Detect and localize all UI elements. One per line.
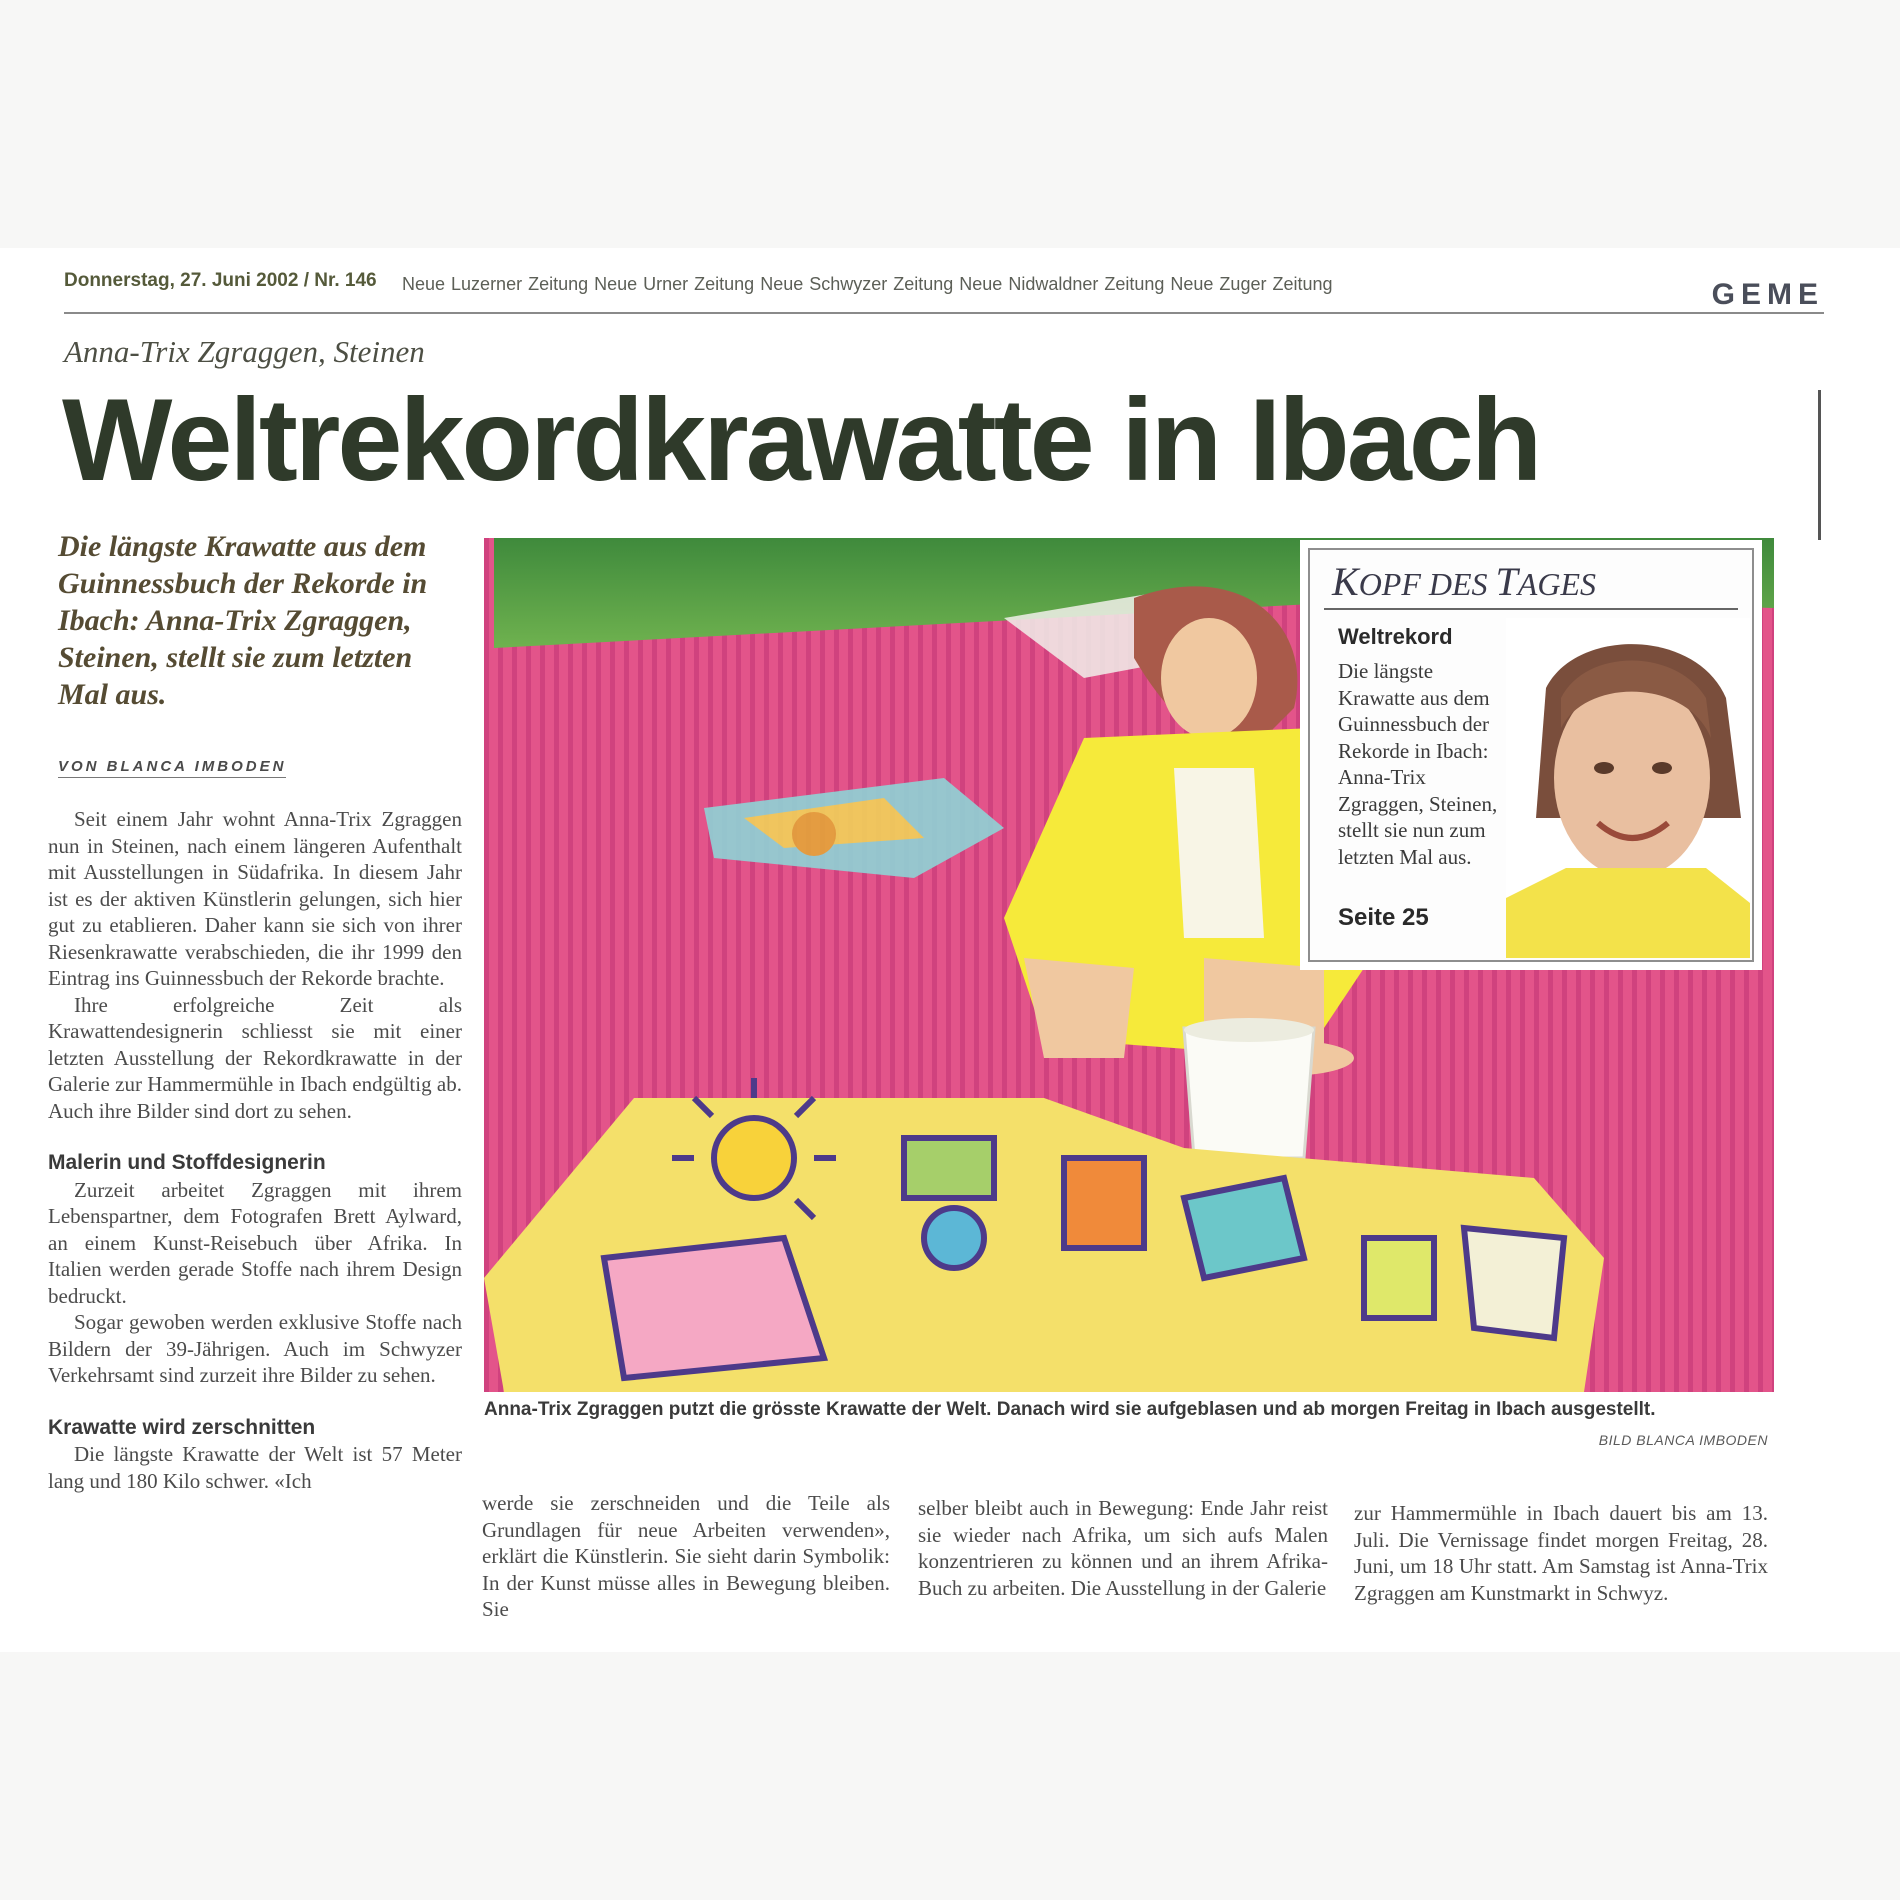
article-byline: VON BLANCA IMBODEN [58, 758, 286, 778]
paragraph: Die längste Krawatte der Welt ist 57 Meter lang und 180 Kilo schwer. «Ich [48, 1442, 462, 1493]
kopf-body: Die längste Krawatte aus dem Guinnessbuch der Rekorde in Ibach: Anna-Trix Zgraggen, Steinen, stellt sie nun zum letzten Mal aus. [1338, 659, 1498, 869]
kopf-divider [1324, 608, 1738, 610]
paragraph: werde sie zerschneiden und die Teile als Grundlagen für neue Arbeiten verwenden», erklärt die Künstlerin. Sie sieht darin Symbolik: In der Kunst müsse alles in Bewegung bleiben. Sie [482, 1491, 890, 1621]
issue-date: Donnerstag, 27. Juni 2002 / Nr. 146 [64, 270, 377, 291]
article-column-4 [1354, 1500, 1768, 1606]
portrait-image [1506, 618, 1750, 958]
kopf-title: KOPF DES TAGES [1332, 559, 1596, 604]
article-column-1 [48, 806, 462, 1494]
subheading: Krawatte wird zerschnitten [48, 1415, 316, 1439]
photo-caption: Anna-Trix Zgraggen putzt die grösste Krawatte der Welt. Danach wird sie aufgeblasen und ab morgen Freitag in Ibach ausgestellt. [484, 1399, 1656, 1420]
photo-credit: BILD BLANCA IMBODEN [1598, 1432, 1768, 1448]
article-column-2 [482, 1490, 890, 1623]
paragraph: Seit einem Jahr wohnt Anna-Trix Zgraggen nun in Steinen, nach einem längeren Aufenthalt mit Ausstellungen in Südafrika. In diesem Jahr ist es der aktiven Künstlerin gelungen, sich hier gut zu etablieren. Daher kann sie sich von ihrer Riesenkrawatte verabschieden, die ihr 1999 den Eintrag ins Guinnessbuch der Rekorde brachte. [48, 807, 462, 990]
kopf-page-reference: Seite 25 [1338, 904, 1429, 931]
newspaper-names: Neue Luzerner Zeitung Neue Urner Zeitung Neue Schwyzer Zeitung Neue Nidwaldner Zeitung Neue Zuger Zeitung [402, 274, 1333, 294]
article-headline: Weltrekordkrawatte in Ibach [62, 374, 1540, 505]
column-rule [1818, 390, 1821, 540]
paragraph: Ihre erfolgreiche Zeit als Krawattendesignerin schliesst sie mit einer letzten Ausstellung der Rekordkrawatte in der Galerie zur Hammermühle in Ibach endgültig ab. Auch ihre Bilder sind dort zu sehen. [48, 992, 462, 1123]
article-kicker: Anna-Trix Zgraggen, Steinen [64, 334, 425, 369]
paragraph: Zurzeit arbeitet Zgraggen mit ihrem Lebenspartner, dem Fotografen Brett Aylward, an einem Kunst-Reisebuch über Afrika. In Italien werden gerade Stoffe nach ihrem Design bedruckt. [48, 1177, 462, 1308]
paragraph: selber bleibt auch in Bewegung: Ende Jahr reist sie wieder nach Afrika, um sich aufs Malen konzentrieren zu können und an ihrem Afrika-Buch zu arbeiten. Die Ausstellung in der Galerie [918, 1496, 1328, 1600]
subheading: Malerin und Stoffdesignerin [48, 1151, 326, 1174]
article-lead: Die längste Krawatte aus dem Guinnessbuch der Rekorde in Ibach: Anna-Trix Zgraggen, Steinen, stellt sie zum letzten Mal aus. [58, 530, 428, 711]
masthead [64, 262, 1824, 314]
article-column-3 [918, 1495, 1328, 1601]
kopf-heading: Weltrekord [1338, 624, 1453, 649]
kopf-des-tages-box [1308, 548, 1754, 962]
section-name: GEME [1711, 278, 1824, 311]
paragraph: zur Hammermühle in Ibach dauert bis am 13. Juli. Die Vernissage findet morgen Freitag, 28. Juni, um 18 Uhr statt. Am Samstag ist Anna-Trix Zgraggen am Kunstmarkt in Schwyz. [1354, 1501, 1768, 1605]
paragraph: Sogar gewoben werden exklusive Stoffe nach Bildern der 39-Jährigen. Auch im Schwyzer Verkehrsamt sind zurzeit ihre Bilder zu sehen. [48, 1310, 462, 1387]
